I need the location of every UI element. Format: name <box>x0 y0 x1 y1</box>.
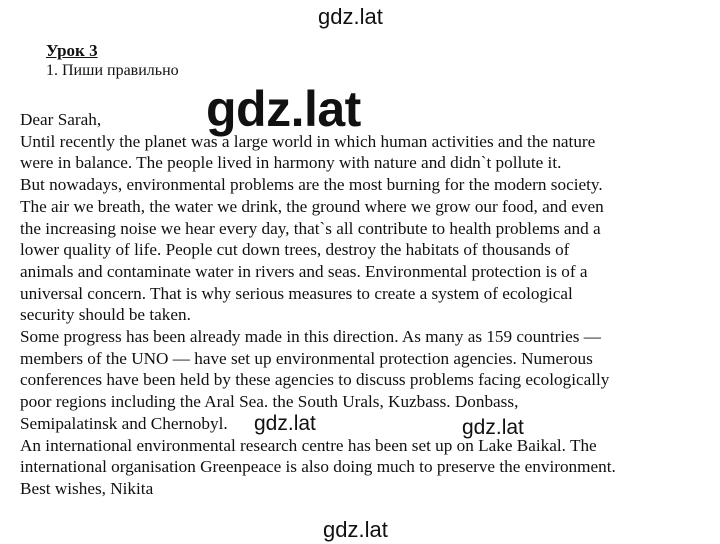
letter-body <box>20 109 710 500</box>
letter-line: conferences have been held by these agencies to discuss problems facing ecologically <box>20 370 610 390</box>
letter-line: Dear Sarah, <box>20 110 102 129</box>
letter-line: security should be taken. <box>20 305 191 325</box>
watermark-middle-right: gdz.lat <box>462 416 524 439</box>
watermark-top: gdz.lat <box>318 4 383 29</box>
letter-line: animals and contaminate water in rivers and seas. Environmental protection is of a <box>20 261 588 281</box>
letter-signoff: Best wishes, Nikita <box>20 478 154 498</box>
letter-line: international organisation Greenpeace is also doing much to preserve the environment. <box>20 457 616 477</box>
letter-line: poor regions including the Aral Sea. the South Urals, Kuzbass. Donbass, <box>20 392 519 412</box>
watermark-large: gdz.lat <box>206 81 361 137</box>
letter-line: the increasing noise we hear every day, that`s all contribute to health problems and a <box>20 218 601 238</box>
letter-line: But nowadays, environmental problems are the most burning for the modern society. <box>20 175 603 195</box>
letter-line: universal concern. That is why serious measures to create a system of ecological <box>20 283 573 303</box>
letter-line: Until recently the planet was a large world in which human activities and the nature <box>20 131 596 151</box>
letter-line: Semipalatinsk and Chernobyl. <box>20 413 228 433</box>
lesson-heading: Урок 3 <box>46 41 98 60</box>
letter-line: The air we breath, the water we drink, the ground where we grow our food, and even <box>20 196 604 216</box>
watermark-bottom: gdz.lat <box>323 517 388 542</box>
letter-line: Some progress has been already made in this direction. As many as 159 countries — <box>20 327 601 347</box>
letter-line: were in balance. The people lived in harmony with nature and didn`t pollute it. <box>20 153 562 173</box>
watermark-middle-left: gdz.lat <box>254 412 316 435</box>
letter-line: members of the UNO — have set up environmental protection agencies. Numerous <box>20 348 593 368</box>
letter-line: An international environmental research centre has been set up on Lake Baikal. The <box>20 435 597 455</box>
letter-line: lower quality of life. People cut down trees, destroy the habitats of thousands of <box>20 240 570 260</box>
task-title: 1. Пиши правильно <box>46 62 179 79</box>
